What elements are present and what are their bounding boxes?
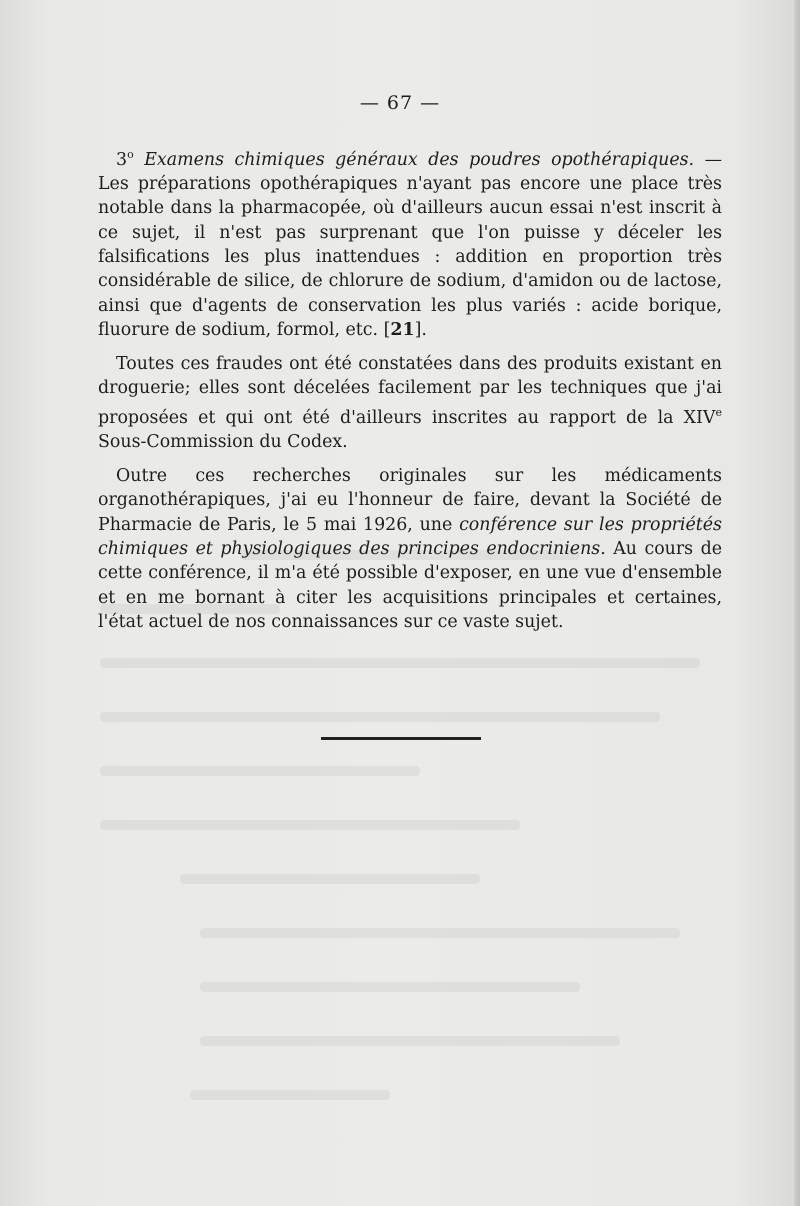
page-number: — 67 — (359, 92, 441, 114)
section-title: Examens chimiques généraux des poudres opothérapiques. (144, 149, 695, 170)
paragraph-text: Outre ces recherches originales sur les médicaments organothérapiques, j'ai eu l'honneur de faire, devant la Société de Pharmacie de Paris, le 5 mai 1926, une (98, 466, 722, 535)
paragraph-text-end: Au cours de cette conférence, il m'a été possible d'exposer, en une vue d'ensemble et en me bornant à citer les acquisitions principales et certaines, l'état actuel de nos connaissances sur ce vaste sujet. (98, 539, 722, 632)
paragraph-opotherapic-exams (98, 143, 722, 342)
page-edge (794, 0, 800, 1206)
body-text (98, 143, 722, 634)
show-through-shadow (100, 550, 740, 1150)
conference-title: conférence sur les propriétés chimiques et physiologiques des principes endocriniens. (98, 514, 722, 560)
paragraph-text-end: Sous-Commission du Codex. (98, 431, 348, 452)
paragraph-text: Toutes ces fraudes ont été constatées dans des produits existant en droguerie; elles sont décelées facilement par les techniques que j'ai proposées et qui ont été d'ailleurs inscrites au rapport de la XIV (98, 354, 722, 428)
paragraph-text: — Les préparations opothérapiques n'ayant pas encore une place très notable dans la pharmacopée, où d'ailleurs aucun essai n'est inscrit à ce sujet, il n'est pas surprenant que l'on puisse y déceler les falsifications les plus inattendues : addition en proportion très considérable de silice, de chlorure de sodium, d'amidon ou de lactose, ainsi que d'agents de conservation les plus variés : acide borique, fluorure de sodium, formol, etc. [ (98, 149, 722, 340)
reference-close: ]. (414, 319, 427, 340)
section-number-ordinal: o (127, 148, 134, 161)
reference-number: 21 (390, 319, 415, 340)
paragraph-frauds (98, 352, 722, 454)
ordinal-superscript: e (715, 405, 722, 419)
section-number: 3 (116, 149, 128, 170)
paragraph-conference (98, 464, 722, 634)
section-divider-rule (321, 737, 481, 740)
